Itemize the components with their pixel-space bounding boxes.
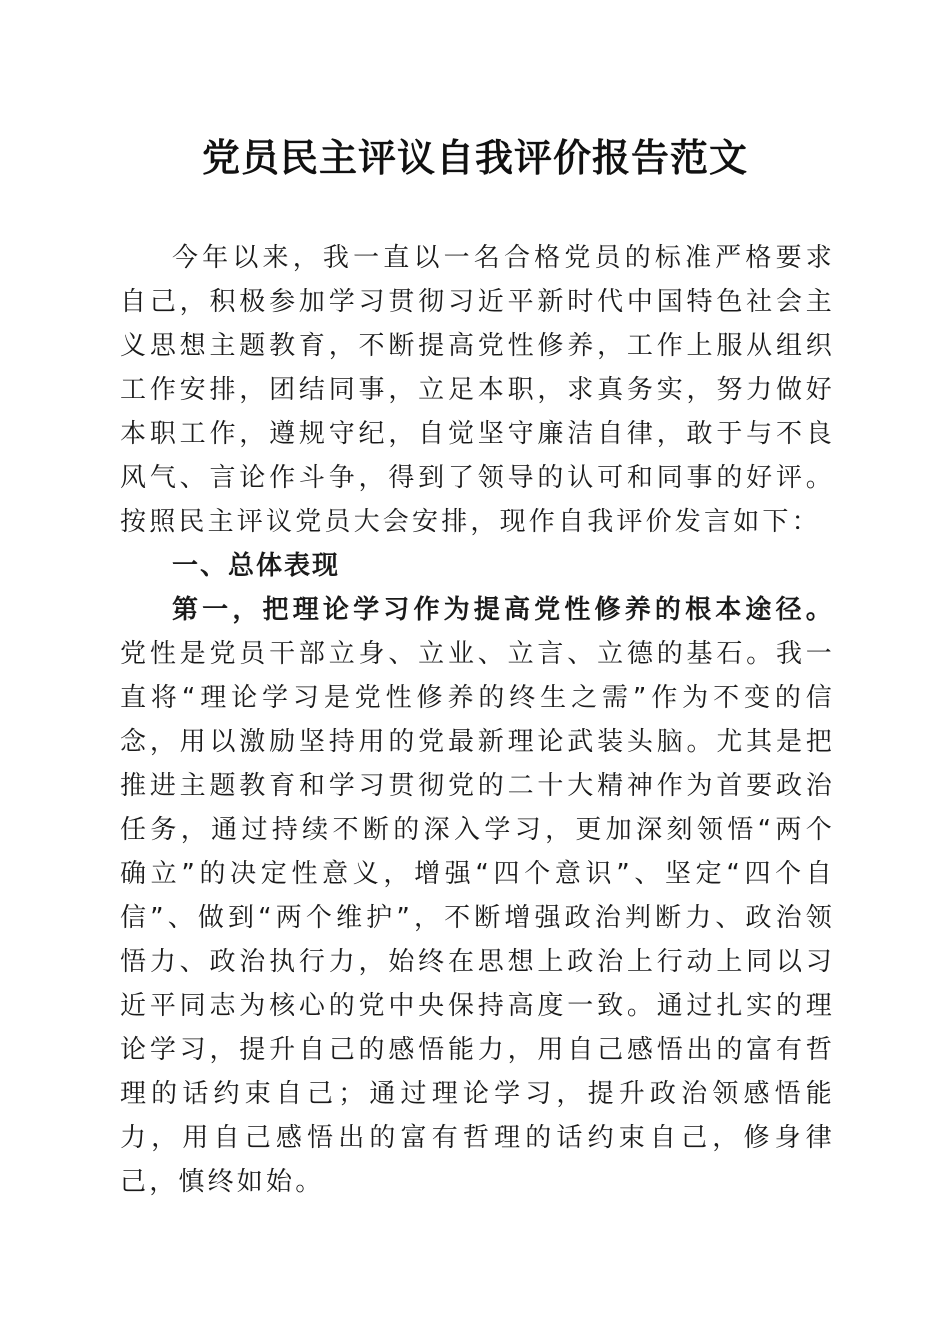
section-heading: 一、总体表现 bbox=[172, 551, 341, 581]
document-title: 党员民主评议自我评价报告范文 bbox=[201, 135, 748, 180]
paragraph-body: 党性是党员干部立身、立业、立言、立德的基石。我一直将“理论学习是党性修养的终生之需”作为不变的信念，用以激励坚持用的党最新理论武装头脑。尤其是把推进主题教育和学习贯彻党的二十大精神作为首要政治任务，通过持续不断的深入学习，更加深刻领悟“两个确立”的决定性意义，增强“四个意识”、坚定“四个自信”、做到“两个维护”，不断增强政治判断力、政治领悟力、政治执行力，始终在思想上政治上行动上同以习近平同志为核心的党中央保持高度一致。通过扎实的理论学习，提升自己的感悟能力，用自己感悟出的富有哲理的话约束自己；通过理论学习，提升政治领感悟能力，用自己感悟出的富有哲理的话约束自己，修身律己，慎终如始。 bbox=[120, 639, 835, 1197]
section-paragraph bbox=[120, 588, 835, 1204]
paragraph-lead: 第一，把理论学习作为提高党性修养的根本途径。 bbox=[172, 595, 835, 625]
document-body bbox=[120, 236, 835, 1204]
intro-paragraph: 今年以来，我一直以一名合格党员的标准严格要求自己，积极参加学习贯彻习近平新时代中国特色社会主义思想主题教育，不断提高党性修养，工作上服从组织工作安排，团结同事，立足本职，求真务实，努力做好本职工作，遵规守纪，自觉坚守廉洁自律，敢于与不良风气、言论作斗争，得到了领导的认可和同事的好评。按照民主评议党员大会安排，现作自我评价发言如下： bbox=[120, 243, 835, 537]
